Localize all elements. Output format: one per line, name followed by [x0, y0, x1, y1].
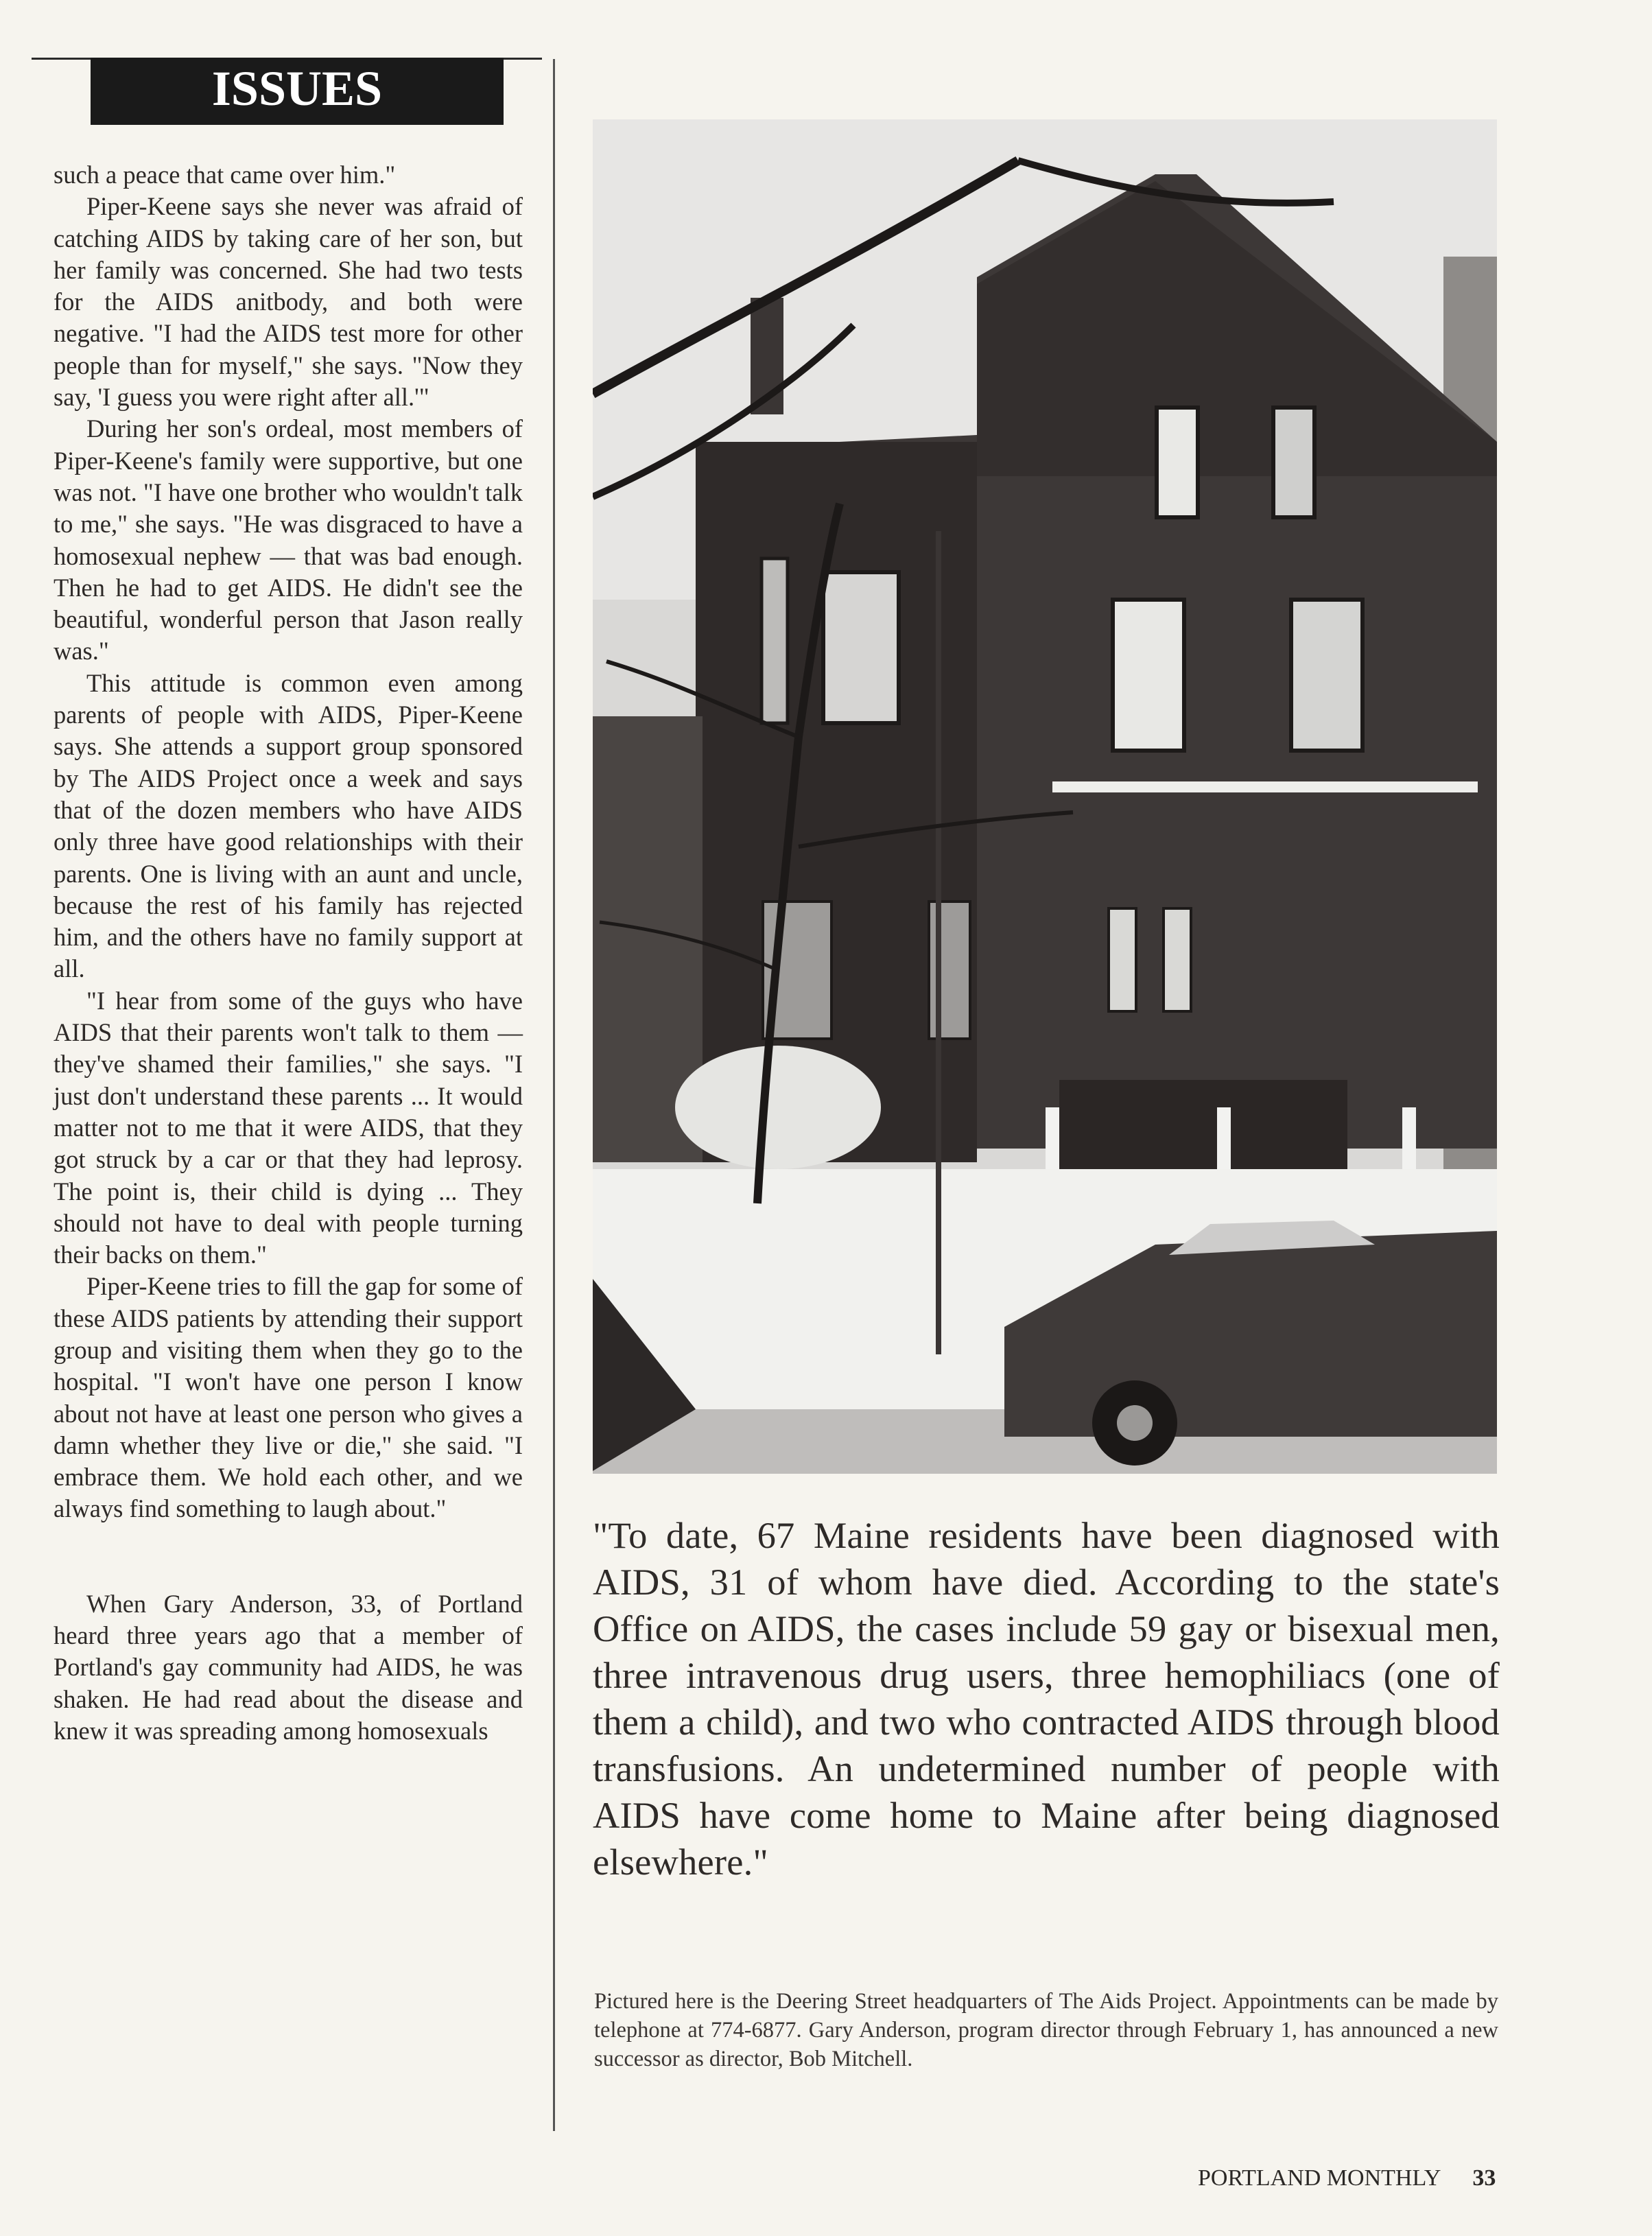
article-column — [54, 159, 523, 1747]
article-paragraph: Piper-Keene says she never was afraid of catching AIDS by taking care of her son, but her family was concerned. She had two tests for the AIDS anitbody, and both were negative. "I had the AIDS test more for other people than for myself," she says. "Now they say, 'I guess you were right after all.'" — [54, 192, 523, 412]
article-paragraph: "I hear from some of the guys who have AIDS that their parents won't talk to them — they've shamed their families," she says. "I just don't understand these parents ... It would matter not to me that it were AIDS, that they got struck by a car or that they had leprosy. The point is, their child is dying ... They should not have to deal with people turning their backs on them." — [54, 986, 523, 1269]
photo-caption: Pictured here is the Deering Street headquarters of The Aids Project. Appointments can be made by telephone at 774-6877. Gary Anderson, program director through February 1, has announced a new successor as director, Bob Mitchell. — [594, 1989, 1498, 2071]
article-paragraph: such a peace that came over him." — [54, 161, 396, 189]
article-paragraph: When Gary Anderson, 33, of Portland heard three years ago that a member of Portland's gay community had AIDS, he was shaken. He had read about the disease and knew it was spreading among homosexuals — [54, 1589, 523, 1745]
page-footer — [1198, 2165, 1496, 2191]
section-banner: ISSUES — [91, 58, 504, 125]
publication-name: PORTLAND MONTHLY — [1198, 2165, 1441, 2191]
article-paragraph: During her son's ordeal, most members of Piper-Keene's family were supportive, but one was not. "I have one brother who wouldn't talk to me," she says. "He was disgraced to have a homosexual nephew — that was bad enough. Then he had to get AIDS. He didn't see the beautiful, wonderful person that Jason really was." — [54, 414, 523, 666]
page-number: 33 — [1472, 2165, 1496, 2191]
house-photo — [593, 119, 1497, 1474]
article-paragraph: Piper-Keene tries to fill the gap for some of these AIDS patients by attending their support group and visiting them when they go to the hospital. "I won't have one person I know about not have at least one person who gives a damn whether they live or die," she said. "I embrace them. We hold each other, and we always find something to laugh about." — [54, 1272, 523, 1523]
column-divider — [553, 59, 555, 2131]
pull-quote: "To date, 67 Maine residents have been diagnosed with AIDS, 31 of whom have died. According to the state's Office on AIDS, the cases include 59 gay or bisexual men, three intravenous drug users, three hemophiliacs (one of them a child), and two who contracted AIDS through blood transfusions. An undetermined number of people with AIDS have come home to Maine after being diagnosed elsewhere." — [593, 1514, 1500, 1883]
house-photo-image — [593, 119, 1497, 1474]
article-paragraph: This attitude is common even among parents of people with AIDS, Piper-Keene says. She attends a support group sponsored by The AIDS Project once a week and says that of the dozen members who have AIDS only three have good relationships with their parents. One is living with an aunt and uncle, because the rest of his family has rejected him, and the others have no family support at all. — [54, 668, 523, 983]
